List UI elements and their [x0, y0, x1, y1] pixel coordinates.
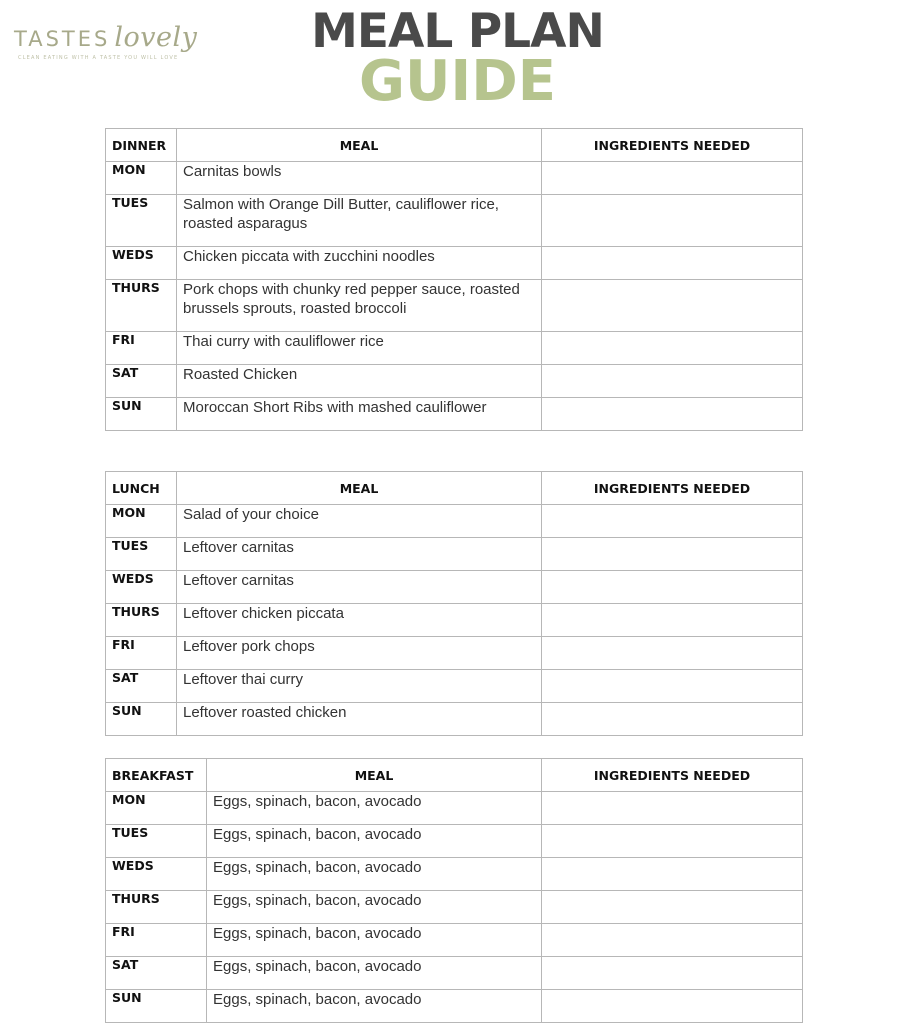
table-row [106, 858, 803, 891]
day-cell: TUES [106, 538, 177, 571]
day-cell: MON [106, 505, 177, 538]
ingredients-cell[interactable] [542, 162, 803, 195]
day-cell: SAT [106, 365, 177, 398]
meal-cell: Eggs, spinach, bacon, avocado [207, 924, 542, 957]
meal-cell: Chicken piccata with zucchini noodles [177, 247, 542, 280]
meal-column-header: MEAL [177, 129, 542, 162]
table-row [106, 398, 803, 431]
day-cell: SAT [106, 957, 207, 990]
meal-cell: Eggs, spinach, bacon, avocado [207, 792, 542, 825]
meal-cell: Leftover carnitas [177, 571, 542, 604]
ingredients-cell[interactable] [542, 247, 803, 280]
dinner-table [105, 128, 803, 431]
ingredients-cell[interactable] [542, 604, 803, 637]
brand-logo [14, 22, 204, 61]
ingredients-cell[interactable] [542, 637, 803, 670]
day-cell: FRI [106, 637, 177, 670]
table-row [106, 365, 803, 398]
ingredients-cell[interactable] [542, 858, 803, 891]
ingredients-cell[interactable] [542, 365, 803, 398]
table-row [106, 990, 803, 1023]
ingredients-column-header: INGREDIENTS NEEDED [542, 472, 803, 505]
table-row [106, 247, 803, 280]
table-label: LUNCH [106, 472, 177, 505]
meal-column-header: MEAL [177, 472, 542, 505]
table-row [106, 538, 803, 571]
meal-cell: Pork chops with chunky red pepper sauce, roasted brussels sprouts, roasted broccoli [177, 280, 542, 332]
table-row [106, 670, 803, 703]
table-row [106, 891, 803, 924]
meal-cell: Leftover thai curry [177, 670, 542, 703]
day-cell: THURS [106, 280, 177, 332]
meal-cell: Eggs, spinach, bacon, avocado [207, 957, 542, 990]
meal-cell: Moroccan Short Ribs with mashed cauliflower [177, 398, 542, 431]
meal-cell: Roasted Chicken [177, 365, 542, 398]
table-label: DINNER [106, 129, 177, 162]
table-row [106, 571, 803, 604]
table-row [106, 162, 803, 195]
meal-cell: Carnitas bowls [177, 162, 542, 195]
ingredients-column-header: INGREDIENTS NEEDED [542, 759, 803, 792]
day-cell: FRI [106, 924, 207, 957]
day-cell: FRI [106, 332, 177, 365]
day-cell: WEDS [106, 247, 177, 280]
table-row [106, 332, 803, 365]
table-row [106, 505, 803, 538]
day-cell: SUN [106, 990, 207, 1023]
ingredients-cell[interactable] [542, 990, 803, 1023]
ingredients-cell[interactable] [542, 195, 803, 247]
meal-column-header: MEAL [207, 759, 542, 792]
table-row [106, 604, 803, 637]
day-cell: SUN [106, 703, 177, 736]
ingredients-cell[interactable] [542, 538, 803, 571]
table-row [106, 957, 803, 990]
table-row [106, 792, 803, 825]
ingredients-column-header: INGREDIENTS NEEDED [542, 129, 803, 162]
day-cell: SAT [106, 670, 177, 703]
meal-cell: Salad of your choice [177, 505, 542, 538]
ingredients-cell[interactable] [542, 398, 803, 431]
ingredients-cell[interactable] [542, 670, 803, 703]
breakfast-table [105, 758, 803, 1023]
table-label: BREAKFAST [106, 759, 207, 792]
table-row [106, 195, 803, 247]
ingredients-cell[interactable] [542, 957, 803, 990]
meal-cell: Leftover pork chops [177, 637, 542, 670]
day-cell: THURS [106, 891, 207, 924]
meal-cell: Eggs, spinach, bacon, avocado [207, 891, 542, 924]
day-cell: WEDS [106, 858, 207, 891]
table-row [106, 637, 803, 670]
table-row [106, 924, 803, 957]
meal-cell: Leftover roasted chicken [177, 703, 542, 736]
day-cell: SUN [106, 398, 177, 431]
meal-cell: Eggs, spinach, bacon, avocado [207, 825, 542, 858]
table-row [106, 703, 803, 736]
page-title-line2: GUIDE [358, 49, 556, 114]
ingredients-cell[interactable] [542, 703, 803, 736]
day-cell: MON [106, 792, 207, 825]
meal-cell: Eggs, spinach, bacon, avocado [207, 990, 542, 1023]
table-header-row [106, 472, 803, 505]
ingredients-cell[interactable] [542, 280, 803, 332]
meal-cell: Leftover chicken piccata [177, 604, 542, 637]
ingredients-cell[interactable] [542, 891, 803, 924]
day-cell: WEDS [106, 571, 177, 604]
ingredients-cell[interactable] [542, 792, 803, 825]
meal-cell: Thai curry with cauliflower rice [177, 332, 542, 365]
page-title-line1: MEAL PLAN [311, 4, 604, 59]
logo-tagline: CLEAN EATING WITH A TASTE YOU WILL LOVE [18, 55, 179, 61]
ingredients-cell[interactable] [542, 825, 803, 858]
table-header-row [106, 759, 803, 792]
meal-cell: Salmon with Orange Dill Butter, cauliflower rice, roasted asparagus [177, 195, 542, 247]
ingredients-cell[interactable] [542, 924, 803, 957]
meal-cell: Leftover carnitas [177, 538, 542, 571]
lunch-table [105, 471, 803, 736]
day-cell: THURS [106, 604, 177, 637]
ingredients-cell[interactable] [542, 505, 803, 538]
table-row [106, 280, 803, 332]
day-cell: TUES [106, 195, 177, 247]
day-cell: TUES [106, 825, 207, 858]
table-header-row [106, 129, 803, 162]
ingredients-cell[interactable] [542, 571, 803, 604]
ingredients-cell[interactable] [542, 332, 803, 365]
table-row [106, 825, 803, 858]
logo-tastes-text: TASTES [14, 27, 111, 51]
logo-lovely-text: lovely [114, 22, 198, 53]
day-cell: MON [106, 162, 177, 195]
meal-cell: Eggs, spinach, bacon, avocado [207, 858, 542, 891]
